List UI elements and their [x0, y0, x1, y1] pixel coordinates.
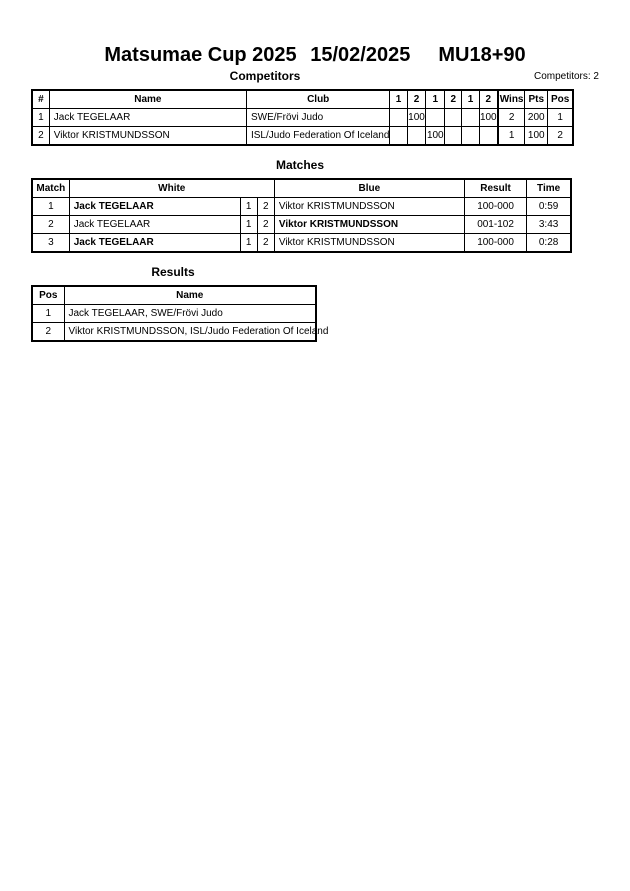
- results-header-row: [32, 286, 316, 305]
- competitors-header-cell: Pos: [548, 90, 573, 109]
- match-number: 1: [32, 198, 69, 216]
- match-result: 100-000: [464, 234, 526, 253]
- result-position: 2: [32, 323, 64, 342]
- round-score-cell: [445, 127, 462, 146]
- blue-competitor: Viktor KRISTMUNDSSON: [274, 234, 464, 253]
- competitors-header-cell: 1: [390, 90, 407, 109]
- match-result: 001-102: [464, 216, 526, 234]
- blue-competitor: Viktor KRISTMUNDSSON: [274, 216, 464, 234]
- result-name: Viktor KRISTMUNDSSON, ISL/Judo Federation Of Iceland: [64, 323, 316, 342]
- result-name: Jack TEGELAAR, SWE/Frövi Judo: [64, 305, 316, 323]
- blue-id: 2: [257, 216, 274, 234]
- white-id: 1: [240, 234, 257, 253]
- competitor-club: ISL/Judo Federation Of Iceland: [246, 127, 389, 146]
- competitor-wins: 2: [498, 109, 525, 127]
- result-row: [32, 323, 316, 342]
- competitor-points: 200: [525, 109, 548, 127]
- match-time: 0:28: [527, 234, 571, 253]
- col-blue: Blue: [274, 179, 464, 198]
- competitor-number: 1: [32, 109, 49, 127]
- round-score-cell: [407, 127, 426, 146]
- white-competitor: Jack TEGELAAR: [69, 216, 240, 234]
- col-white: White: [69, 179, 274, 198]
- competitors-header-cell: 2: [479, 90, 498, 109]
- match-result: 100-000: [464, 198, 526, 216]
- round-score-cell: [426, 109, 445, 127]
- competitors-count: Competitors: 2: [533, 71, 599, 82]
- results-heading: Results: [151, 265, 195, 279]
- event-category: MU18+90: [438, 44, 526, 66]
- competitors-header-cell: 2: [445, 90, 462, 109]
- competitors-header-cell: Club: [246, 90, 389, 109]
- event-date: 15/02/2025: [310, 44, 411, 66]
- round-score-cell: [390, 109, 407, 127]
- col-result: Result: [464, 179, 526, 198]
- competitors-header-row: [32, 90, 573, 109]
- round-score-cell: [445, 109, 462, 127]
- competitors-header-cell: 1: [426, 90, 445, 109]
- col-name: Name: [64, 286, 316, 305]
- page-title: [0, 44, 630, 67]
- matches-header-row: [32, 179, 571, 198]
- competitor-number: 2: [32, 127, 49, 146]
- blue-id: 2: [257, 234, 274, 253]
- match-row: [32, 198, 571, 216]
- matches-table: [31, 178, 572, 253]
- competitors-table: [31, 89, 574, 146]
- white-id: 1: [240, 198, 257, 216]
- match-row: [32, 216, 571, 234]
- col-match: Match: [32, 179, 69, 198]
- competitor-wins: 1: [498, 127, 525, 146]
- result-row: [32, 305, 316, 323]
- competitor-position: 1: [548, 109, 573, 127]
- col-time: Time: [527, 179, 571, 198]
- competitor-club: SWE/Frövi Judo: [246, 109, 389, 127]
- white-competitor: Jack TEGELAAR: [69, 234, 240, 253]
- competitor-row: [32, 109, 573, 127]
- round-score-cell: 100: [479, 109, 498, 127]
- competitors-heading: Competitors: [229, 69, 301, 83]
- white-id: 1: [240, 216, 257, 234]
- round-score-cell: [390, 127, 407, 146]
- matches-heading: Matches: [275, 158, 325, 172]
- round-score-cell: [462, 109, 479, 127]
- competitors-header-cell: Name: [49, 90, 246, 109]
- blue-id: 2: [257, 198, 274, 216]
- round-score-cell: [479, 127, 498, 146]
- competitors-header-cell: 2: [407, 90, 426, 109]
- competitors-header-cell: Pts: [525, 90, 548, 109]
- competitor-points: 100: [525, 127, 548, 146]
- match-number: 3: [32, 234, 69, 253]
- competitor-position: 2: [548, 127, 573, 146]
- round-score-cell: 100: [426, 127, 445, 146]
- match-number: 2: [32, 216, 69, 234]
- competitor-name: Viktor KRISTMUNDSSON: [49, 127, 246, 146]
- blue-competitor: Viktor KRISTMUNDSSON: [274, 198, 464, 216]
- match-time: 0:59: [527, 198, 571, 216]
- col-pos: Pos: [32, 286, 64, 305]
- round-score-cell: [462, 127, 479, 146]
- competitor-name: Jack TEGELAAR: [49, 109, 246, 127]
- competitors-header-cell: Wins: [498, 90, 525, 109]
- competitors-header-cell: #: [32, 90, 49, 109]
- match-row: [32, 234, 571, 253]
- match-time: 3:43: [527, 216, 571, 234]
- competitors-header-cell: 1: [462, 90, 479, 109]
- white-competitor: Jack TEGELAAR: [69, 198, 240, 216]
- competitor-row: [32, 127, 573, 146]
- results-table: [31, 285, 329, 342]
- event-name: Matsumae Cup 2025: [104, 44, 297, 66]
- round-score-cell: 100: [407, 109, 426, 127]
- result-position: 1: [32, 305, 64, 323]
